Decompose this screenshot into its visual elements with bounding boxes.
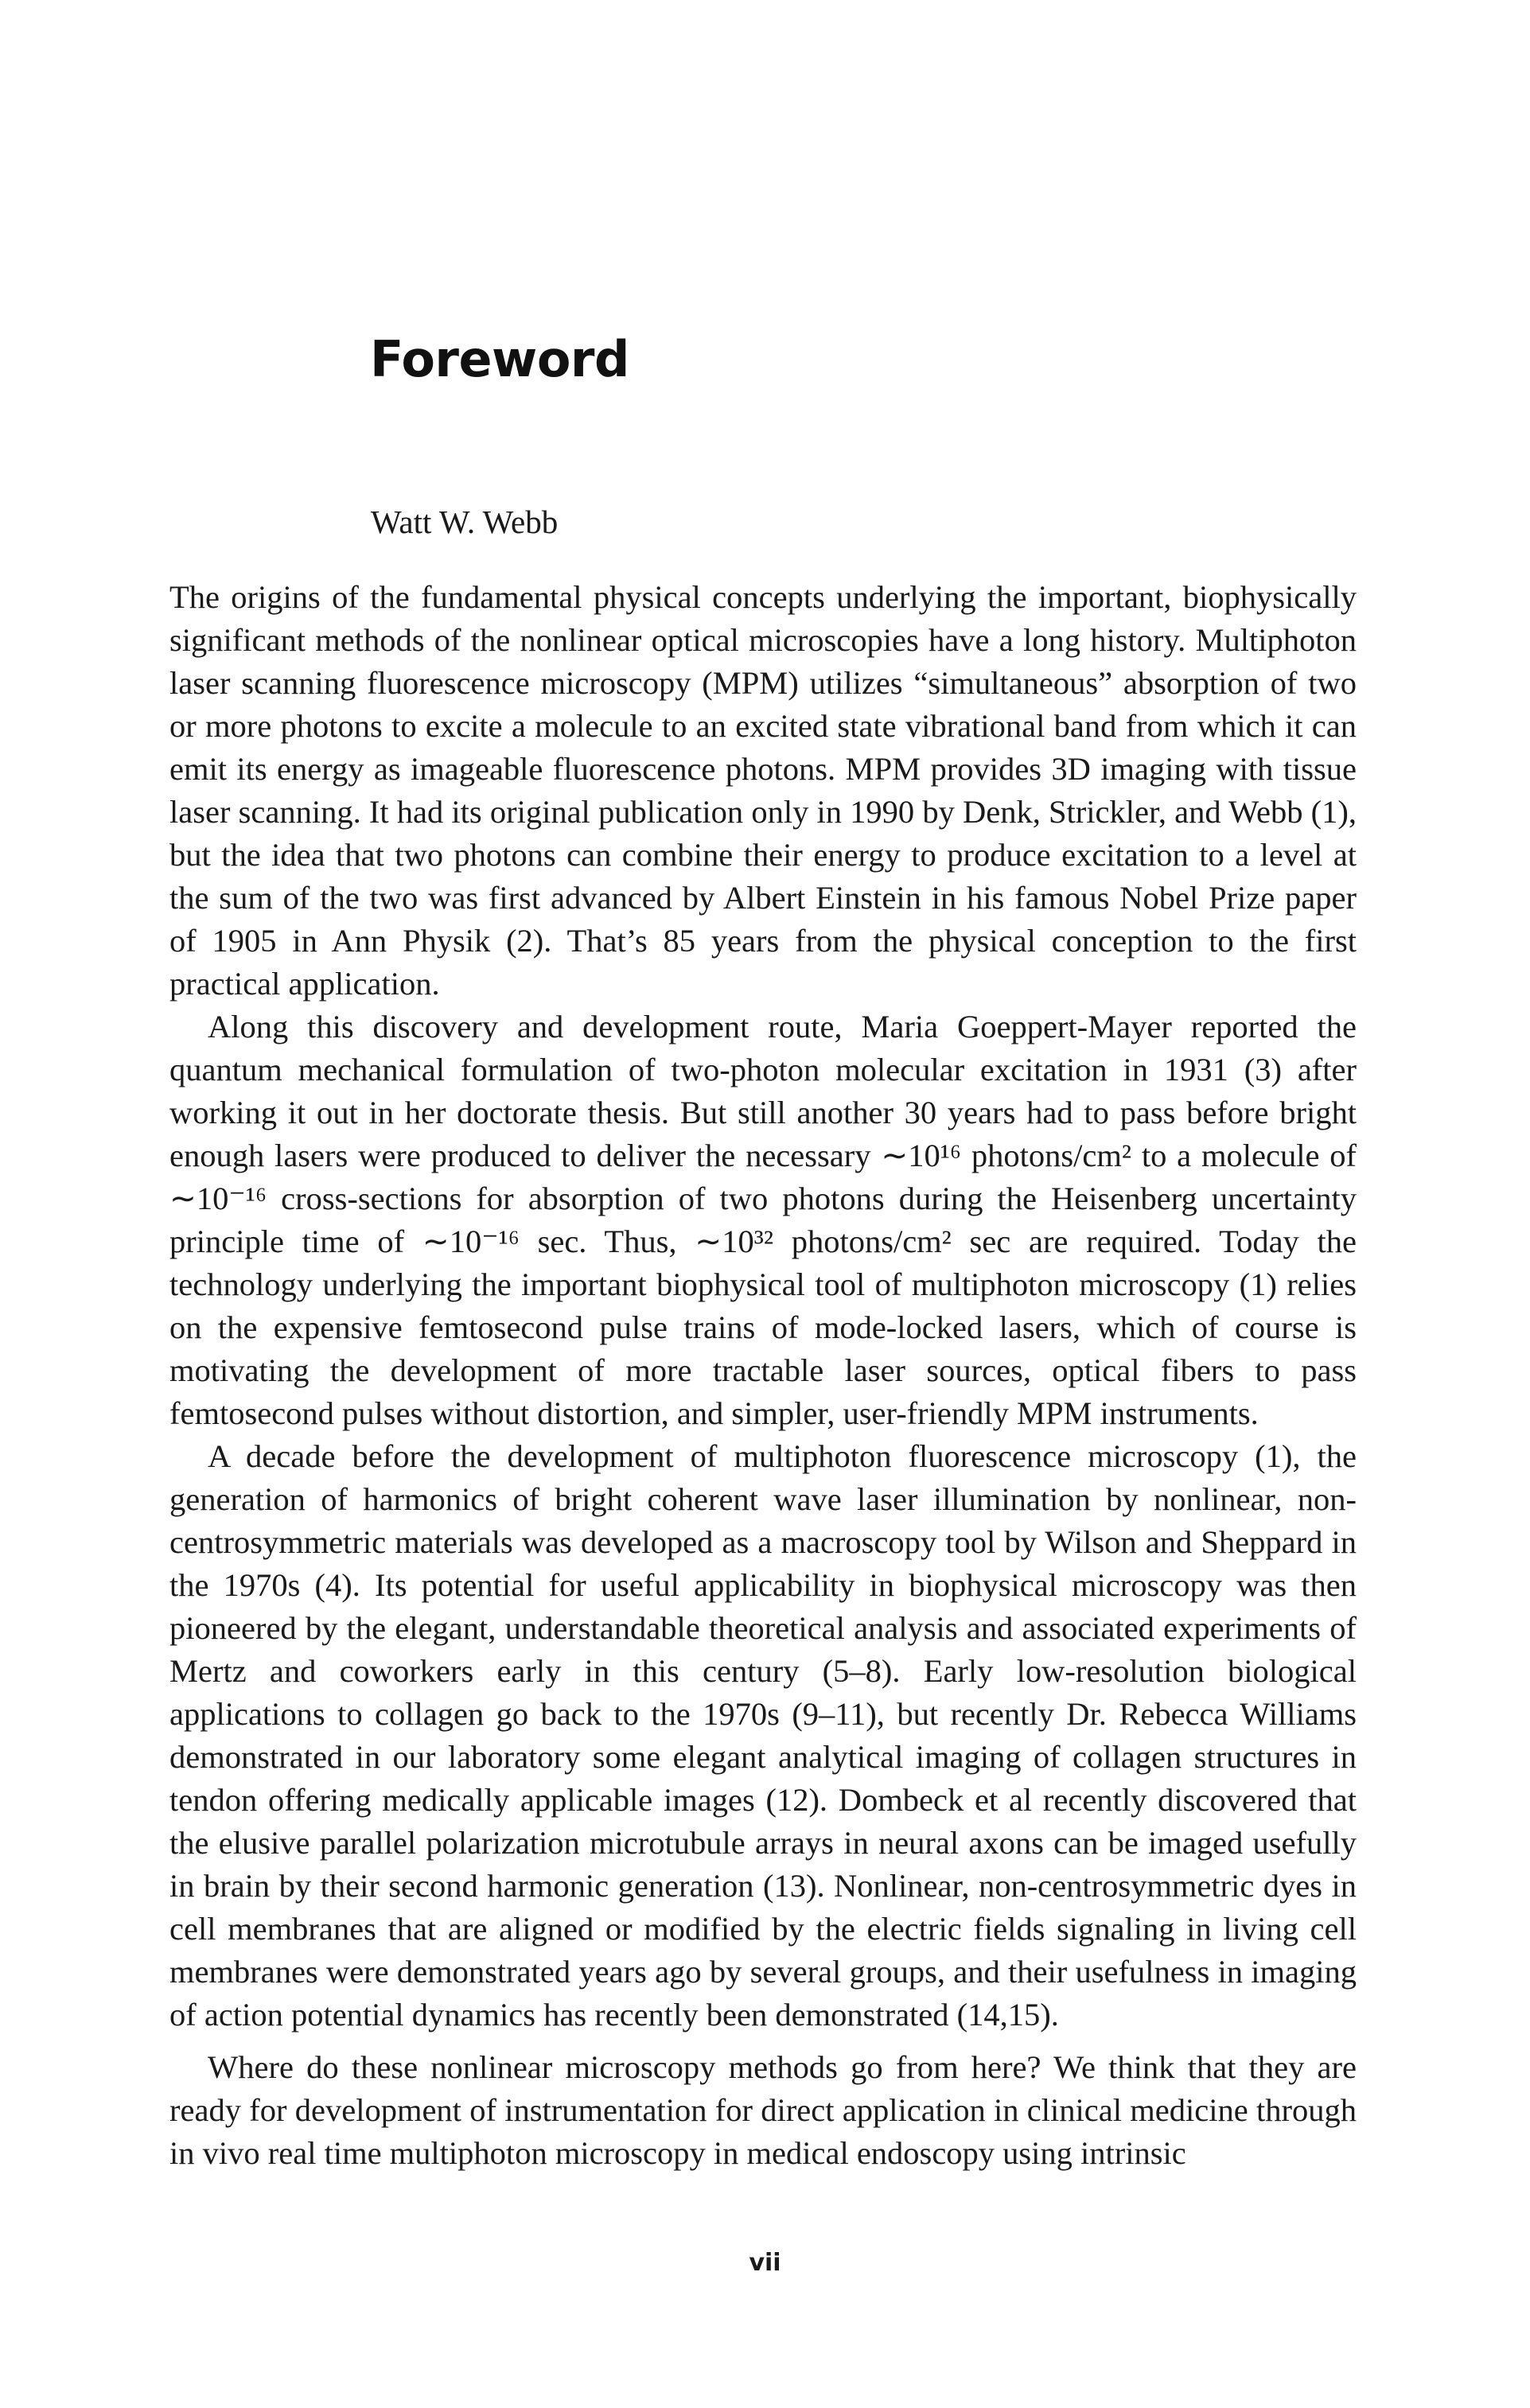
page-number: vii: [749, 2249, 781, 2277]
paragraph-4: Where do these nonlinear microscopy methods go from here? We think that they are ready for development of instrumentation for direct application in clinical medicine through in vivo real time multiphoton microscopy in medical endoscopy using intrinsic: [169, 2049, 1357, 2171]
paragraph-1: The origins of the fundamental physical concepts underlying the important, biophysically significant methods of the nonlinear optical microscopies have a long history. Multiphoton laser scanning fluorescence microscopy (MPM) utilizes “simultaneous” absorption of two or more photons to excite a molecule to an excited state vibrational band from which it can emit its energy as imageable fluorescence photons. MPM provides 3D imaging with tissue laser scanning. It had its original publication only in 1990 by Denk, Strickler, and Webb (1), but the idea that two photons can combine their energy to produce excitation to a level at the sum of the two was first advanced by Albert Einstein in his famous Nobel Prize paper of 1905 in Ann Physik (2). That’s 85 years from the physical conception to the first practical application.: [169, 579, 1357, 1002]
author-name: Watt W. Webb: [371, 504, 559, 540]
body-text: [169, 576, 1357, 2175]
chapter-title: Foreword: [370, 330, 629, 388]
paragraph-2: Along this discovery and development route, Maria Goeppert-Mayer reported the quantum mechanical formulation of two-photon molecular excitation in 1931 (3) after working it out in her doctorate thesis. But still another 30 years had to pass before bright enough lasers were produced to deliver the necessary ∼10¹⁶ photons/cm² to a molecule of ∼10⁻¹⁶ cross-sections for absorption of two photons during the Heisenberg uncertainty principle time of ∼10⁻¹⁶ sec. Thus, ∼10³² photons/cm² sec are required. Today the technology underlying the important biophysical tool of multiphoton microscopy (1) relies on the expensive femtosecond pulse trains of mode-locked lasers, which of course is motivating the development of more tractable laser sources, optical fibers to pass femtosecond pulses without distortion, and simpler, user-friendly MPM instruments.: [169, 1009, 1357, 1431]
paragraph-3: A decade before the development of multiphoton fluorescence microscopy (1), the generation of harmonics of bright coherent wave laser illumination by nonlinear, non-centrosymmetric materials was developed as a macroscopy tool by Wilson and Sheppard in the 1970s (4). Its potential for useful applicability in biophysical microscopy was then pioneered by the elegant, understandable theoretical analysis and associated experiments of Mertz and coworkers early in this century (5–8). Early low-resolution biological applications to collagen go back to the 1970s (9–11), but recently Dr. Rebecca Williams demonstrated in our laboratory some elegant analytical imaging of collagen structures in tendon offering medically applicable images (12). Dombeck et al recently discovered that the elusive parallel polarization microtubule arrays in neural axons can be imaged usefully in brain by their second harmonic generation (13). Nonlinear, non-centrosymmetric dyes in cell membranes that are aligned or modified by the electric fields signaling in living cell membranes were demonstrated years ago by several groups, and their usefulness in imaging of action potential dynamics has recently been demonstrated (14,15).: [169, 1438, 1357, 2033]
